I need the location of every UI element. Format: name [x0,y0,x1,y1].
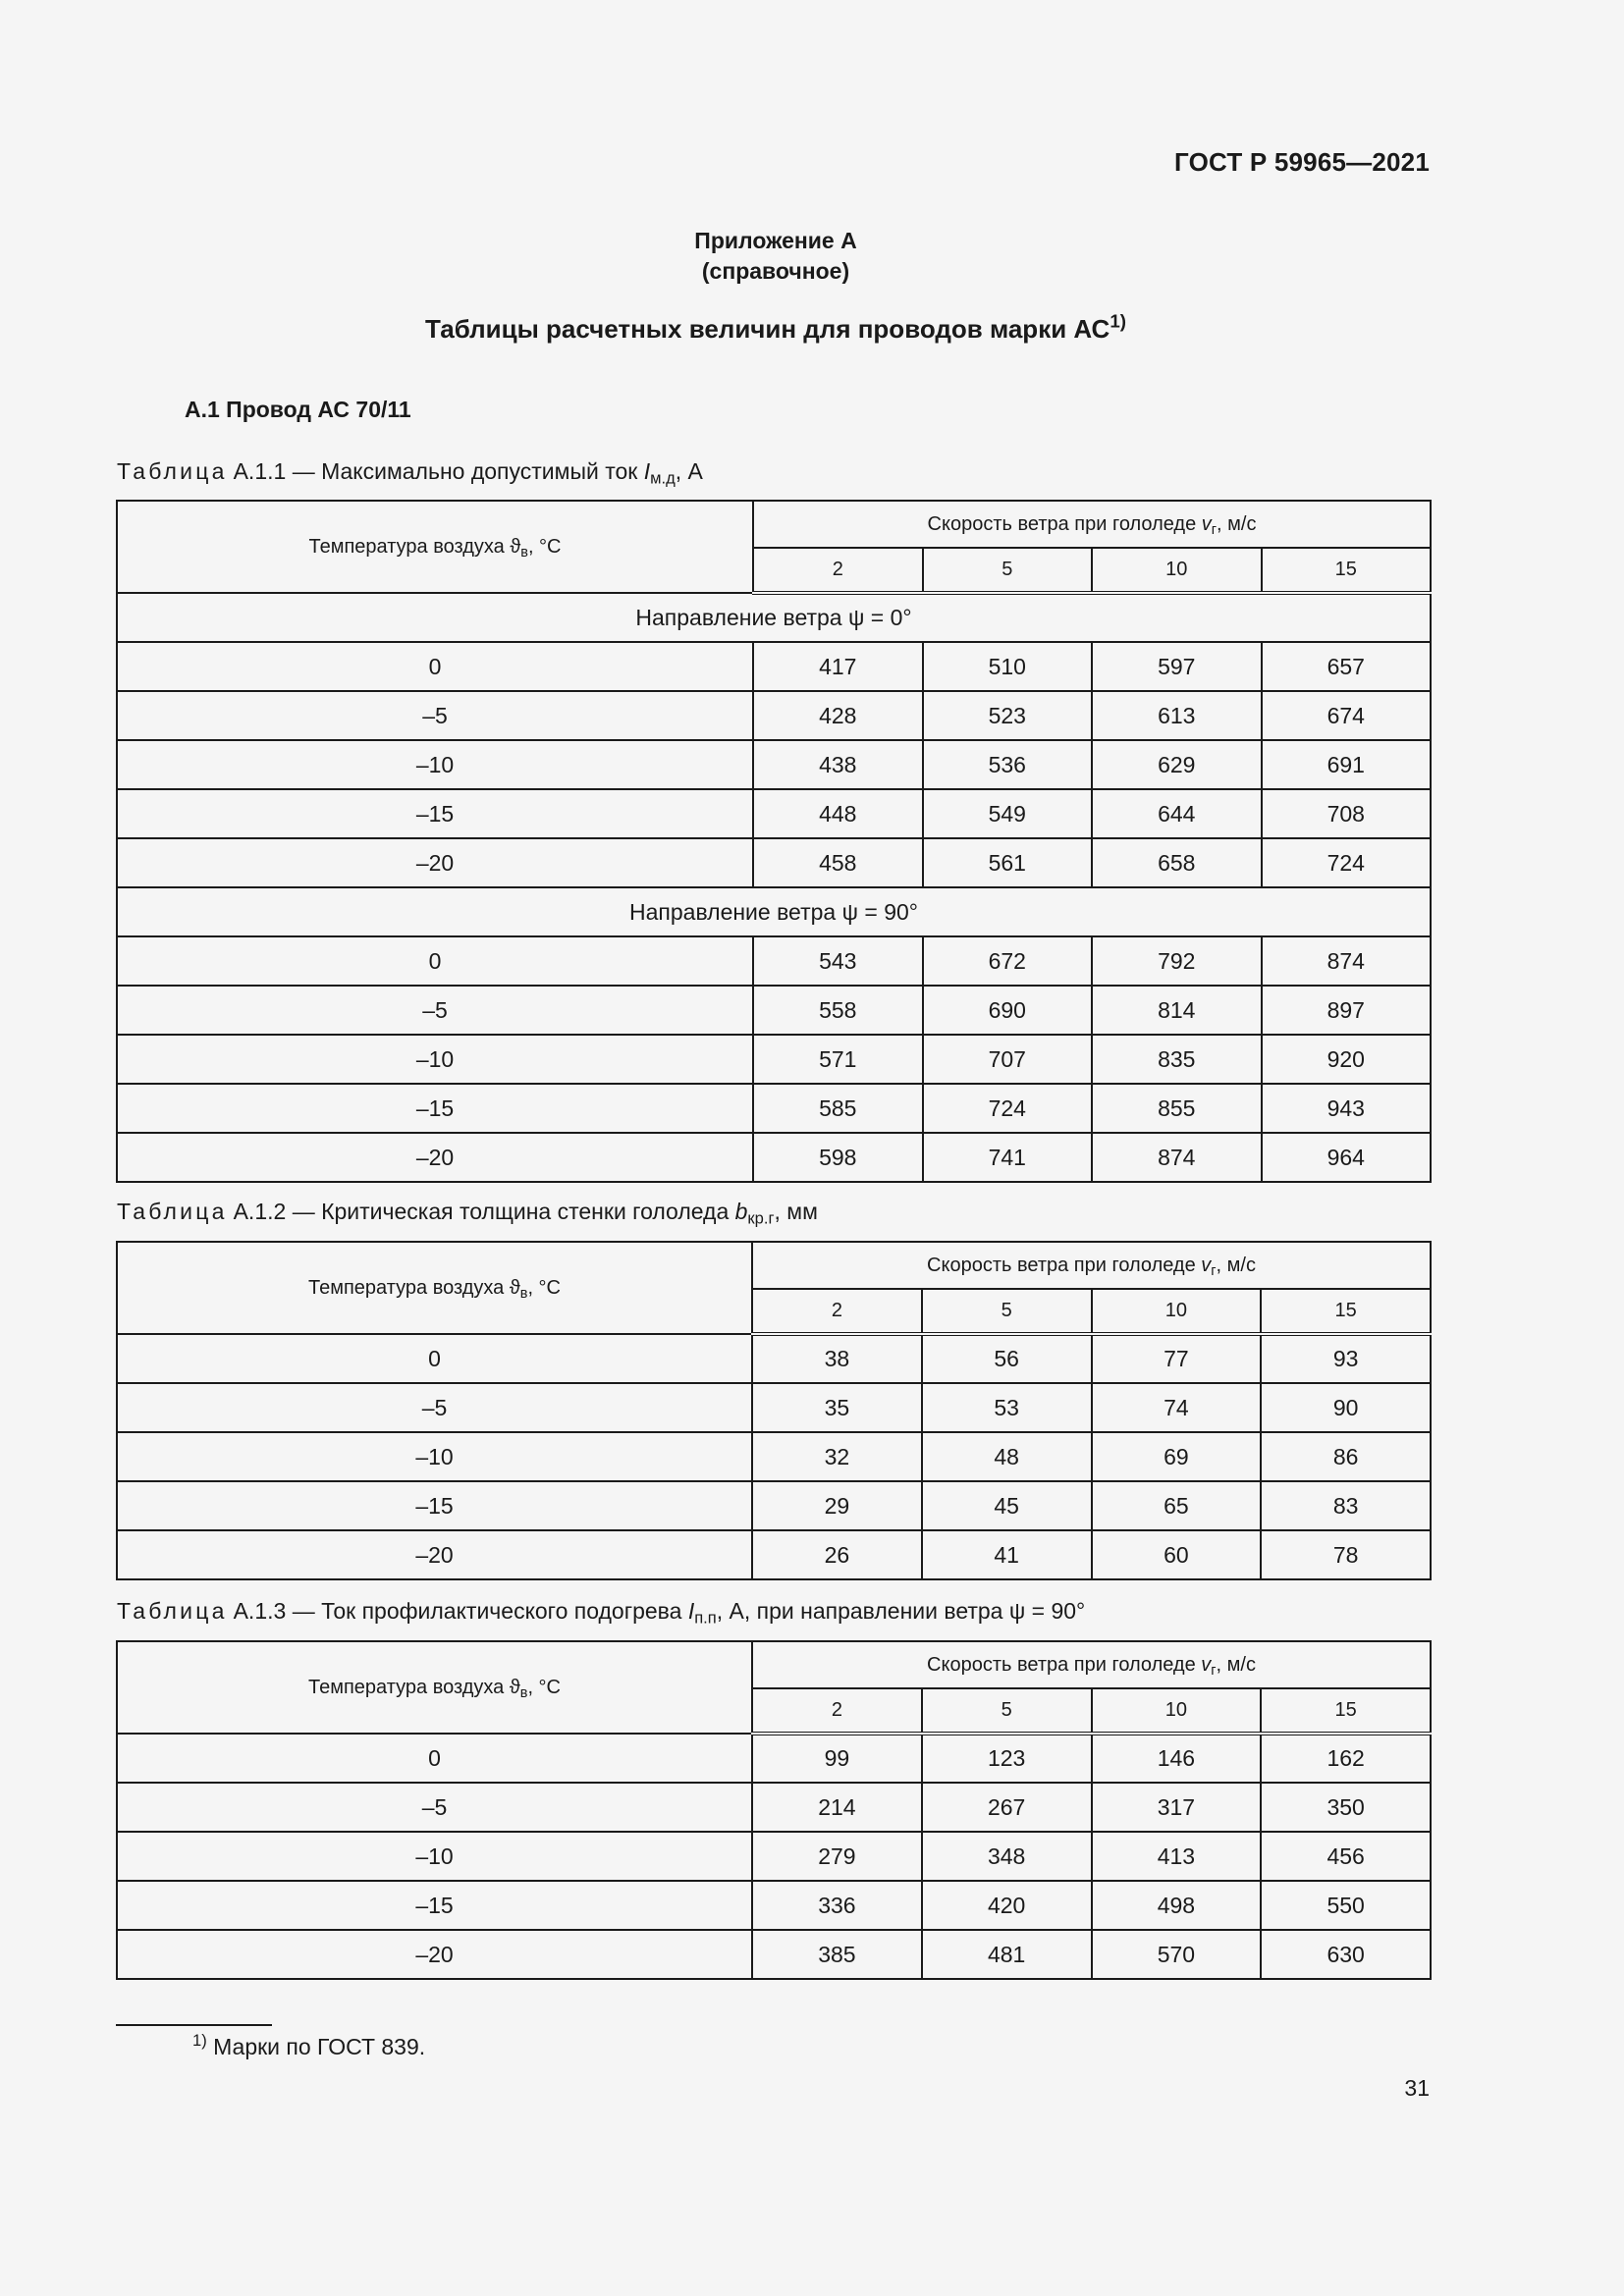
speed-col-header: 10 [1092,1289,1262,1334]
table-row: –15 336 420 498 550 [117,1881,1431,1930]
page-number: 31 [1404,2075,1430,2101]
speed-col-header: 15 [1262,548,1432,593]
speed-col-header: 10 [1092,1688,1262,1734]
temperature-header: Температура воздуха $ϑ_в$, °С [117,1641,752,1734]
table-a12 [116,1241,1432,1580]
footnote-mark: 1) [192,2030,207,2050]
footnote-text: Марки по ГОСТ 839. [206,2034,426,2059]
table-caption-a12 [117,1199,818,1228]
speed-col-header: 5 [923,548,1093,593]
caption-unit: , А, при направлении ветра ψ = 90° [716,1598,1086,1624]
footnote-reference: 1) [1110,310,1126,332]
table-word: Таблица [117,458,228,484]
table-row: –20 458 561 658 724 [117,838,1431,887]
table-row: –15 585 724 855 943 [117,1084,1431,1133]
main-title [0,310,1551,345]
table-row: –5 214 267 317 350 [117,1783,1431,1832]
caption-subscript: п.п [694,1608,717,1628]
appendix-title: Приложение А [694,228,857,253]
table-row: –20 26 41 60 78 [117,1530,1431,1579]
caption-subscript: кр.г [747,1208,775,1228]
caption-text: А.1.2 — Критическая толщина стенки гололеда [233,1199,735,1224]
table-row: 0 99 123 146 162 [117,1734,1431,1783]
appendix-type: (справочное) [701,258,850,284]
table-row: –10 279 348 413 456 [117,1832,1431,1881]
speed-col-header: 5 [922,1289,1092,1334]
document-code: ГОСТ Р 59965—2021 [1174,147,1430,177]
caption-subscript: м.д [650,468,676,488]
table-row: –20 385 481 570 630 [117,1930,1431,1979]
speed-col-header: 15 [1261,1289,1431,1334]
speed-col-header: 10 [1092,548,1262,593]
table-word: Таблица [117,1598,228,1624]
speed-col-header: 2 [752,1688,922,1734]
section-title: А.1 Провод АС 70/11 [185,397,411,422]
caption-text: А.1.3 — Ток профилактического подогрева [233,1598,688,1624]
caption-unit: , мм [774,1199,818,1224]
table-a11 [116,500,1432,1183]
footnote [192,2030,426,2060]
group-header: Направление ветра ψ = 0° [117,593,1431,642]
speed-col-header: 2 [753,548,923,593]
caption-variable: b [734,1199,748,1224]
table-row: –5 428 523 613 674 [117,691,1431,740]
group-header: Направление ветра ψ = 90° [117,887,1431,936]
table-row: –10 571 707 835 920 [117,1035,1431,1084]
temperature-header: Температура воздуха $ϑ_в$, °С [117,501,753,593]
wind-speed-header: Скорость ветра при гололеде $v_г$, м/с [752,1641,1431,1688]
appendix-heading [0,226,1551,287]
caption-variable: I [643,458,651,484]
temperature-header: Температура воздуха $ϑ_в$, °С [117,1242,752,1334]
table-row: –15 29 45 65 83 [117,1481,1431,1530]
speed-col-header: 15 [1261,1688,1431,1734]
caption-variable: I [687,1598,695,1624]
table-row: 0 417 510 597 657 [117,642,1431,691]
table-row: –15 448 549 644 708 [117,789,1431,838]
table-a13 [116,1640,1432,1980]
caption-unit: , А [675,458,703,484]
table-word: Таблица [117,1199,228,1224]
caption-text: А.1.1 — Максимально допустимый ток [233,458,644,484]
table-row: –20 598 741 874 964 [117,1133,1431,1182]
table-row: 0 38 56 77 93 [117,1334,1431,1383]
table-row: –5 35 53 74 90 [117,1383,1431,1432]
wind-speed-header: Скорость ветра при гололеде $v_г$, м/с [753,501,1431,548]
footnote-divider [116,2024,272,2026]
table-caption-a13 [117,1598,1086,1628]
wind-speed-header: Скорость ветра при гололеде $v_г$, м/с [752,1242,1431,1289]
table-row: 0 543 672 792 874 [117,936,1431,986]
main-title-text: Таблицы расчетных величин для проводов марки АС [425,314,1110,344]
table-row: –10 438 536 629 691 [117,740,1431,789]
table-row: –10 32 48 69 86 [117,1432,1431,1481]
table-row: –5 558 690 814 897 [117,986,1431,1035]
speed-col-header: 5 [922,1688,1092,1734]
speed-col-header: 2 [752,1289,922,1334]
table-caption-a11 [117,458,703,488]
